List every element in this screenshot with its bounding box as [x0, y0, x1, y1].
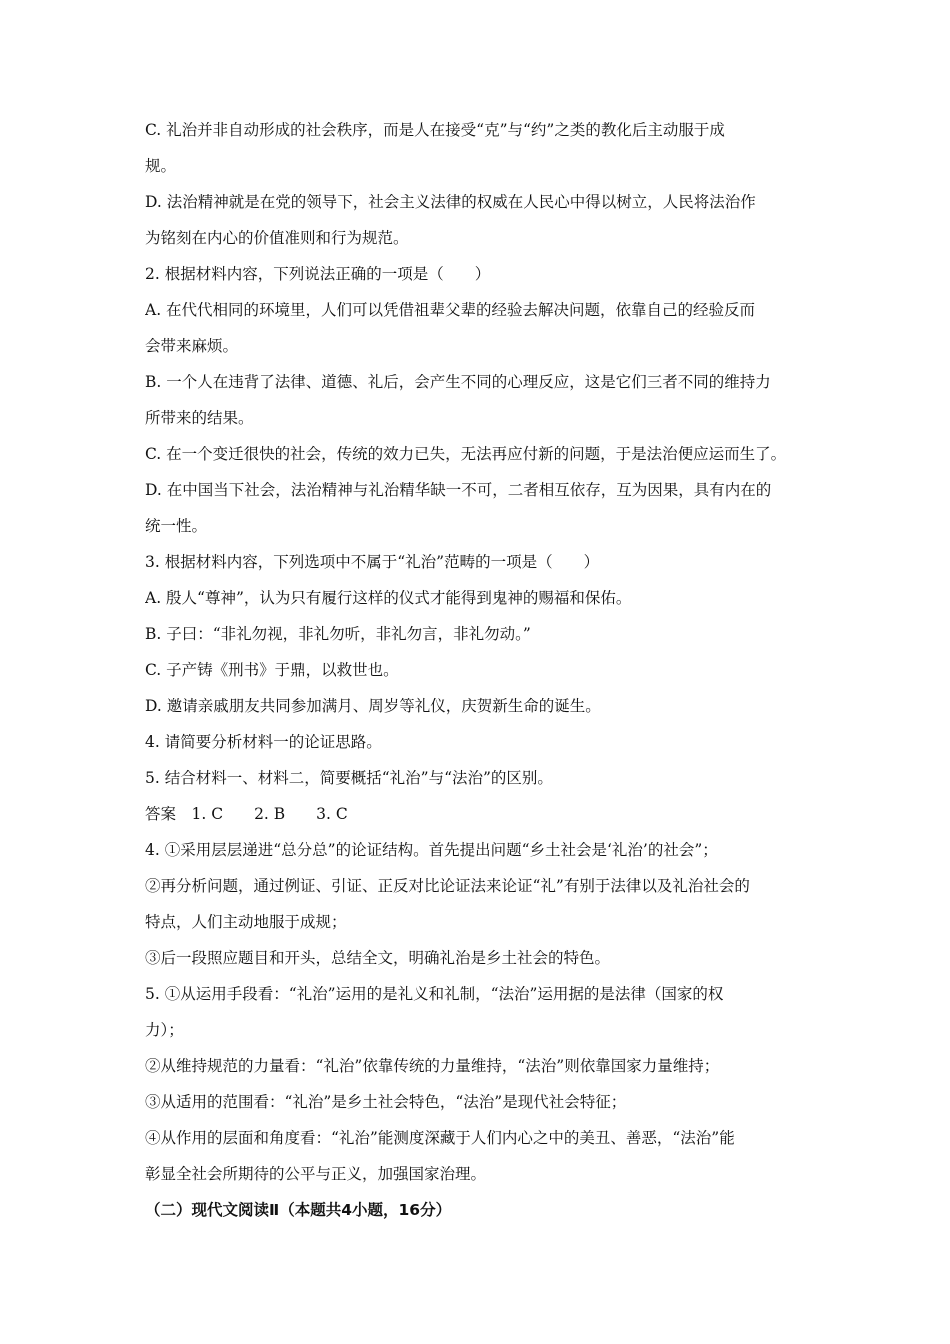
text-line: B. 一个人在违背了法律、道德、礼后，会产生不同的心理反应，这是它们三者不同的维持力 — [145, 373, 771, 391]
text-line: ③从适用的范围看：“礼治”是乡土社会特色，“法治”是现代社会特征； — [145, 1093, 627, 1111]
question-5: 5. 结合材料一、材料二，简要概括“礼治”与“法治”的区别。 — [145, 769, 553, 787]
section-heading: （二）现代文阅读Ⅱ（本题共4小题，16分） — [145, 1201, 452, 1219]
text-line: 为铭刻在内心的价值准则和行为规范。 — [145, 229, 409, 247]
text-line: C. 子产铸《刑书》于鼎，以救世也。 — [145, 661, 399, 679]
text-line: 4. ①采用层层递进“总分总”的论证结构。首先提出问题“乡土社会是‘礼治’的社会”； — [145, 841, 718, 859]
text-line: A. 殷人“尊神”，认为只有履行这样的仪式才能得到鬼神的赐福和保佑。 — [145, 589, 632, 607]
text-line: D. 邀请亲戚朋友共同参加满月、周岁等礼仪，庆贺新生命的诞生。 — [145, 697, 601, 715]
answer-key: 答案 1. C 2. B 3. C — [145, 805, 348, 823]
text-line: 5. ①从运用手段看：“礼治”运用的是礼义和礼制，“法治”运用据的是法律（国家的权 — [145, 985, 724, 1003]
text-line: A. 在代代相同的环境里，人们可以凭借祖辈父辈的经验去解决问题，依靠自己的经验反而 — [145, 301, 756, 319]
text-line: D. 法治精神就是在党的领导下，社会主义法律的权威在人民心中得以树立，人民将法治作 — [145, 193, 756, 211]
text-line: 力）； — [145, 1021, 184, 1039]
text-line: D. 在中国当下社会，法治精神与礼治精华缺一不可，二者相互依存，互为因果，具有内在的 — [145, 481, 772, 499]
text-line: ②从维持规范的力量看：“礼治”依靠传统的力量维持，“法治”则依靠国家力量维持； — [145, 1057, 720, 1075]
text-line: B. 子曰：“非礼勿视，非礼勿听，非礼勿言，非礼勿动。” — [145, 625, 531, 643]
text-line: ④从作用的层面和角度看：“礼治”能测度深藏于人们内心之中的美丑、善恶，“法治”能 — [145, 1129, 735, 1147]
text-line: 会带来麻烦。 — [145, 337, 239, 355]
text-line: ③后一段照应题目和开头，总结全文，明确礼治是乡土社会的特色。 — [145, 949, 611, 967]
text-line: 所带来的结果。 — [145, 409, 254, 427]
text-line: 规。 — [145, 157, 177, 175]
text-line: 彰显全社会所期待的公平与正义，加强国家治理。 — [145, 1165, 487, 1183]
text-line: 统一性。 — [145, 517, 208, 535]
text-line: ②再分析问题，通过例证、引证、正反对比论证法来论证“礼”有别于法律以及礼治社会的 — [145, 877, 750, 895]
text-line: C. 礼治并非自动形成的社会秩序，而是人在接受“克”与“约”之类的教化后主动服于成 — [145, 121, 725, 139]
question-2: 2. 根据材料内容，下列说法正确的一项是（ ） — [145, 265, 491, 283]
question-4: 4. 请简要分析材料一的论证思路。 — [145, 733, 382, 751]
text-line: C. 在一个变迁很快的社会，传统的效力已失，无法再应付新的问题，于是法治便应运而生了。 — [145, 445, 787, 463]
text-line: 特点，人们主动地服于成规； — [145, 913, 347, 931]
question-3: 3. 根据材料内容，下列选项中不属于“礼治”范畴的一项是（ ） — [145, 553, 600, 571]
document-page — [145, 112, 825, 1228]
